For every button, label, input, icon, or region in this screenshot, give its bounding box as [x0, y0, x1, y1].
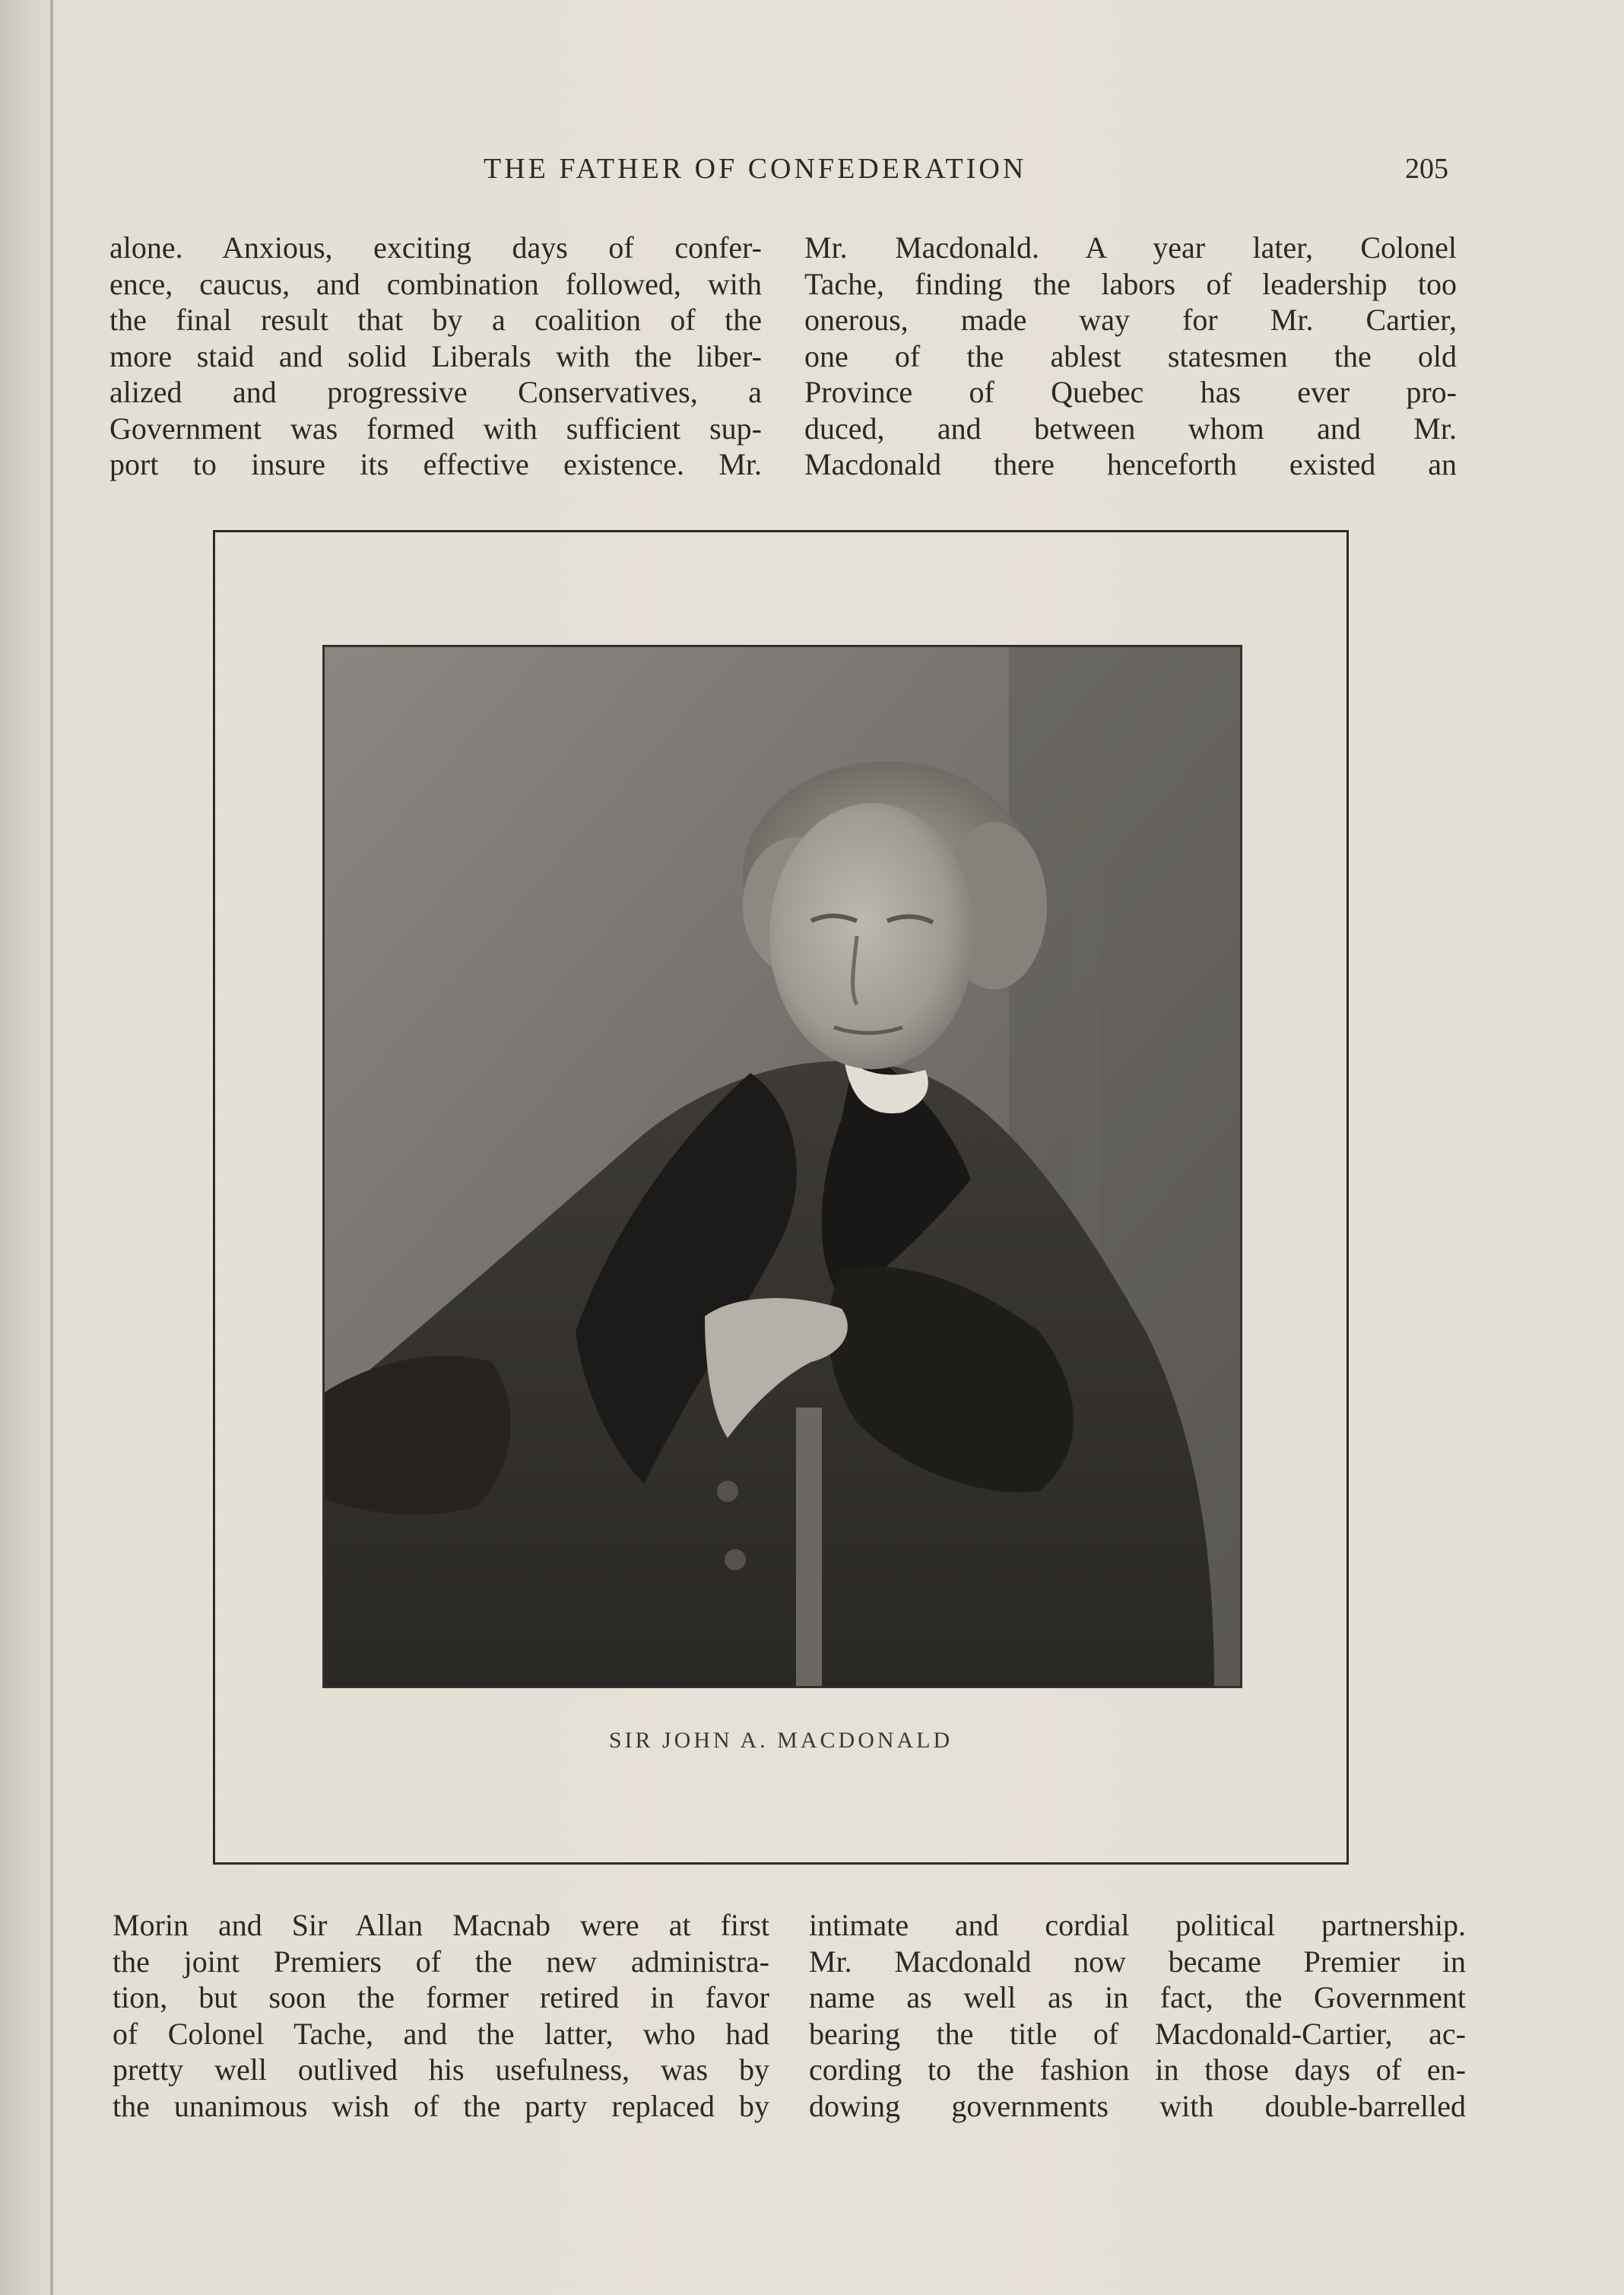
- text-line: more staid and solid Liberals with the liber-: [109, 338, 762, 373]
- running-title: THE FATHER OF CONFEDERATION: [484, 153, 1027, 185]
- text-line: dowing governments with double-barrelled: [809, 2088, 1466, 2123]
- text-column-top-left: [109, 230, 762, 483]
- text-line: Mr. Macdonald. A year later, Colonel: [804, 230, 1457, 265]
- text-line: Government was formed with sufficient sup-: [109, 411, 762, 446]
- text-column-bottom-left: [113, 1907, 769, 2124]
- text-line: Macdonald there henceforth existed an: [804, 447, 1457, 481]
- text-line: the joint Premiers of the new administra-: [113, 1944, 769, 1979]
- text-line: Morin and Sir Allan Macnab were at first: [113, 1908, 769, 1942]
- text-line: the final result that by a coalition of the: [109, 303, 762, 337]
- book-gutter: [50, 0, 53, 2295]
- portrait-photograph: [322, 645, 1242, 1688]
- text-line: intimate and cordial political partnership.: [809, 1908, 1466, 1942]
- text-line: alone. Anxious, exciting days of confer-: [109, 230, 762, 265]
- text-line: cording to the fashion in those days of en-: [809, 2052, 1466, 2087]
- text-line: Province of Quebec has ever pro-: [804, 375, 1457, 409]
- page-number: 205: [1405, 153, 1448, 185]
- text-line: the unanimous wish of the party replaced by: [113, 2088, 769, 2123]
- text-line: ence, caucus, and combination followed, with: [109, 266, 762, 301]
- text-line: of Colonel Tache, and the latter, who had: [113, 2016, 769, 2051]
- text-line: bearing the title of Macdonald-Cartier, ac-: [809, 2016, 1466, 2051]
- text-line: name as well as in fact, the Government: [809, 1980, 1466, 2014]
- text-line: port to insure its effective existence. Mr.: [109, 447, 762, 481]
- text-line: Tache, finding the labors of leadership too: [804, 266, 1457, 301]
- text-line: duced, and between whom and Mr.: [804, 411, 1457, 446]
- text-column-top-right: [804, 230, 1457, 483]
- text-line: pretty well outlived his usefulness, was by: [113, 2052, 769, 2087]
- running-head: [0, 152, 1624, 198]
- text-line: Mr. Macdonald now became Premier in: [809, 1944, 1466, 1979]
- text-column-bottom-right: [809, 1907, 1466, 2124]
- text-line: alized and progressive Conservatives, a: [109, 375, 762, 409]
- text-line: one of the ablest statesmen the old: [804, 338, 1457, 373]
- text-line: onerous, made way for Mr. Cartier,: [804, 303, 1457, 337]
- text-line: tion, but soon the former retired in favor: [113, 1980, 769, 2014]
- portrait-image: [325, 647, 1240, 1686]
- plate-caption: SIR JOHN A. MACDONALD: [608, 1728, 953, 1753]
